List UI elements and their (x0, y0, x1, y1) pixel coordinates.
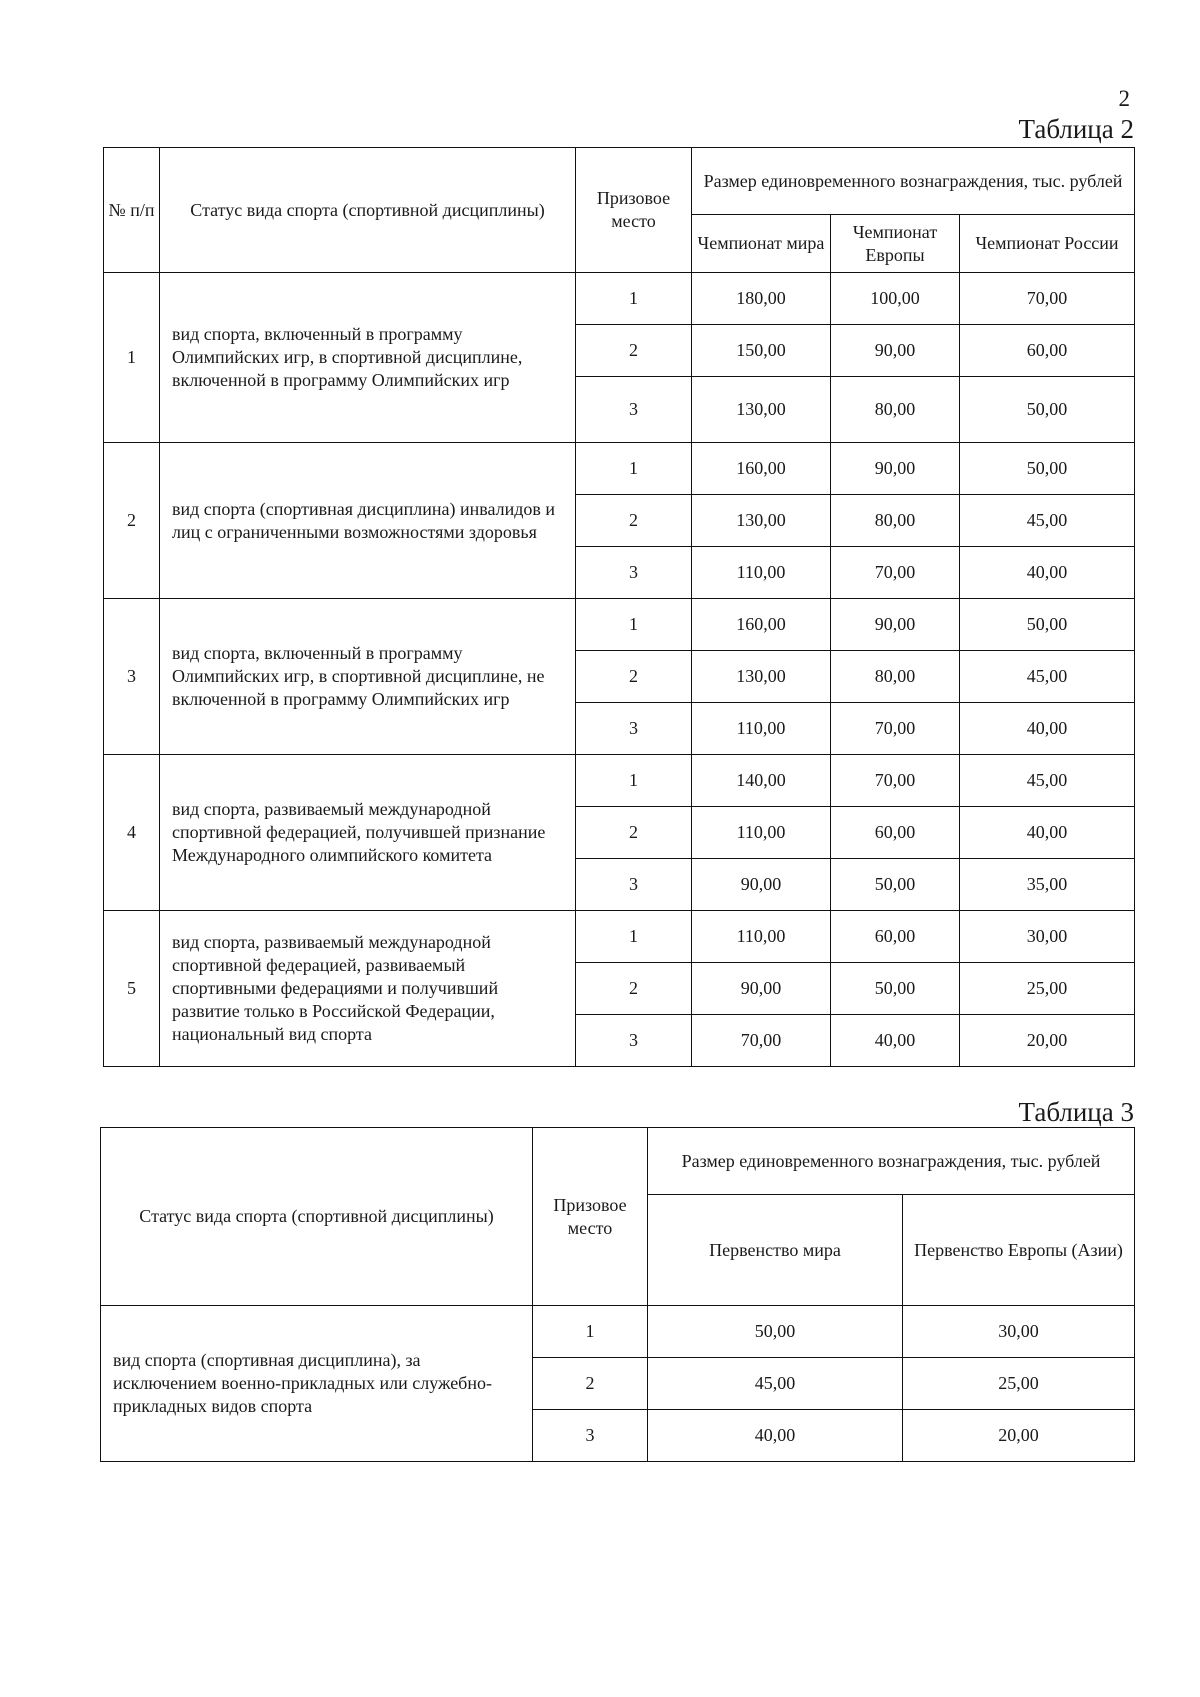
russia-championship-value: 50,00 (960, 443, 1135, 495)
world-junior-value: 40,00 (648, 1410, 903, 1462)
world-junior-value: 50,00 (648, 1306, 903, 1358)
table-row (104, 273, 1135, 325)
europe-championship-value: 70,00 (831, 755, 960, 807)
europe-championship-value: 80,00 (831, 495, 960, 547)
table-row (104, 911, 1135, 963)
europe-junior-value: 20,00 (903, 1410, 1135, 1462)
prize-place: 3 (576, 377, 692, 443)
russia-championship-value: 45,00 (960, 651, 1135, 703)
europe-championship-value: 80,00 (831, 377, 960, 443)
prize-place: 3 (576, 703, 692, 755)
russia-championship-value: 50,00 (960, 377, 1135, 443)
prize-place: 3 (533, 1410, 648, 1462)
russia-championship-value: 25,00 (960, 963, 1135, 1015)
russia-championship-value: 45,00 (960, 755, 1135, 807)
russia-championship-value: 70,00 (960, 273, 1135, 325)
prize-place: 1 (576, 755, 692, 807)
russia-championship-value: 40,00 (960, 807, 1135, 859)
table-row (104, 755, 1135, 807)
world-championship-value: 110,00 (692, 703, 831, 755)
russia-championship-value: 35,00 (960, 859, 1135, 911)
world-championship-value: 130,00 (692, 495, 831, 547)
world-championship-value: 110,00 (692, 547, 831, 599)
world-championship-value: 150,00 (692, 325, 831, 377)
table2 (103, 147, 1135, 1067)
world-championship-value: 180,00 (692, 273, 831, 325)
world-championship-value: 110,00 (692, 807, 831, 859)
sport-status: вид спорта, развиваемый международной спортивной федерацией, получившей признание Международного олимпийского комитета (160, 755, 576, 911)
europe-championship-value: 50,00 (831, 859, 960, 911)
russia-championship-value: 20,00 (960, 1015, 1135, 1067)
prize-place: 1 (576, 911, 692, 963)
prize-place: 1 (533, 1306, 648, 1358)
row-number: 4 (104, 755, 160, 911)
world-championship-value: 70,00 (692, 1015, 831, 1067)
europe-championship-value: 90,00 (831, 443, 960, 495)
europe-championship-value: 40,00 (831, 1015, 960, 1067)
world-championship-value: 140,00 (692, 755, 831, 807)
header-status: Статус вида спорта (спортивной дисциплины) (160, 148, 576, 273)
world-junior-value: 45,00 (648, 1358, 903, 1410)
prize-place: 3 (576, 547, 692, 599)
header-status: Статус вида спорта (спортивной дисциплины) (101, 1128, 533, 1306)
europe-junior-value: 25,00 (903, 1358, 1135, 1410)
sport-status: вид спорта, включенный в программу Олимпийских игр, в спортивной дисциплине, не включенной в программу Олимпийских игр (160, 599, 576, 755)
row-number: 1 (104, 273, 160, 443)
prize-place: 3 (576, 859, 692, 911)
europe-championship-value: 100,00 (831, 273, 960, 325)
europe-championship-value: 70,00 (831, 703, 960, 755)
table3-caption: Таблица 3 (1018, 1097, 1134, 1127)
table2-caption: Таблица 2 (1018, 114, 1134, 144)
sport-status: вид спорта (спортивная дисциплина), за исключением военно-прикладных или служебно-прикладных видов спорта (101, 1306, 533, 1462)
header-num: № п/п (104, 148, 160, 273)
header-place: Призовое место (576, 148, 692, 273)
prize-place: 2 (533, 1358, 648, 1410)
row-number: 2 (104, 443, 160, 599)
header-award-group: Размер единовременного вознаграждения, тыс. рублей (648, 1128, 1135, 1195)
header-world-junior: Первенство мира (648, 1195, 903, 1306)
world-championship-value: 130,00 (692, 377, 831, 443)
world-championship-value: 160,00 (692, 443, 831, 495)
prize-place: 2 (576, 651, 692, 703)
prize-place: 1 (576, 443, 692, 495)
russia-championship-value: 45,00 (960, 495, 1135, 547)
europe-championship-value: 60,00 (831, 807, 960, 859)
header-europe-championship: Чемпионат Европы (831, 215, 960, 273)
prize-place: 2 (576, 495, 692, 547)
sport-status: вид спорта (спортивная дисциплина) инвалидов и лиц с ограниченными возможностями здоровья (160, 443, 576, 599)
world-championship-value: 130,00 (692, 651, 831, 703)
header-award-group: Размер единовременного вознаграждения, тыс. рублей (692, 148, 1135, 215)
russia-championship-value: 60,00 (960, 325, 1135, 377)
russia-championship-value: 30,00 (960, 911, 1135, 963)
europe-championship-value: 90,00 (831, 599, 960, 651)
russia-championship-value: 40,00 (960, 547, 1135, 599)
europe-championship-value: 60,00 (831, 911, 960, 963)
sport-status: вид спорта, развиваемый международной спортивной федерацией, развиваемый спортивными федерациями и получивший развитие только в Российской Федерации, национальный вид спорта (160, 911, 576, 1067)
world-championship-value: 160,00 (692, 599, 831, 651)
sport-status: вид спорта, включенный в программу Олимпийских игр, в спортивной дисциплине, включенной в программу Олимпийских игр (160, 273, 576, 443)
header-europe-junior: Первенство Европы (Азии) (903, 1195, 1135, 1306)
page-number: 2 (1118, 86, 1130, 111)
table-row (101, 1306, 1135, 1358)
row-number: 5 (104, 911, 160, 1067)
prize-place: 1 (576, 273, 692, 325)
prize-place: 1 (576, 599, 692, 651)
world-championship-value: 90,00 (692, 859, 831, 911)
header-world-championship: Чемпионат мира (692, 215, 831, 273)
row-number: 3 (104, 599, 160, 755)
prize-place: 2 (576, 325, 692, 377)
header-place: Призовое место (533, 1128, 648, 1306)
table-row (104, 443, 1135, 495)
prize-place: 3 (576, 1015, 692, 1067)
europe-championship-value: 70,00 (831, 547, 960, 599)
europe-championship-value: 90,00 (831, 325, 960, 377)
header-russia-championship: Чемпионат России (960, 215, 1135, 273)
europe-junior-value: 30,00 (903, 1306, 1135, 1358)
russia-championship-value: 40,00 (960, 703, 1135, 755)
table3 (100, 1127, 1135, 1462)
world-championship-value: 110,00 (692, 911, 831, 963)
europe-championship-value: 80,00 (831, 651, 960, 703)
table-row (104, 599, 1135, 651)
prize-place: 2 (576, 807, 692, 859)
europe-championship-value: 50,00 (831, 963, 960, 1015)
prize-place: 2 (576, 963, 692, 1015)
world-championship-value: 90,00 (692, 963, 831, 1015)
russia-championship-value: 50,00 (960, 599, 1135, 651)
